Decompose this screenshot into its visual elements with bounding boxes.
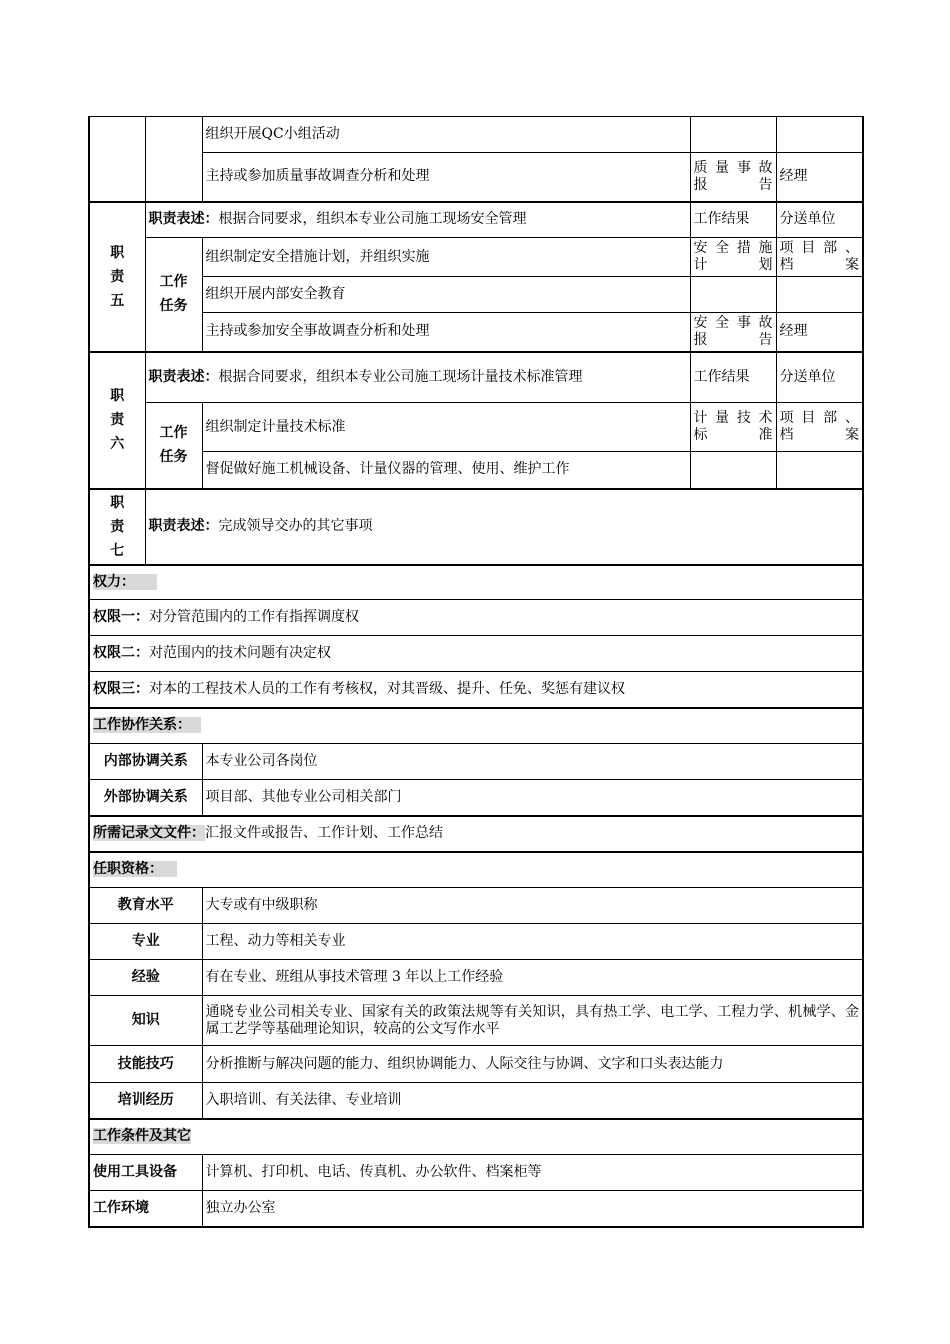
cooperation-label: 外部协调关系 [89, 780, 202, 816]
task-label-cell [145, 117, 202, 202]
task-result: 安 全 措 施 计划 [690, 238, 776, 277]
duty-label-cell [89, 117, 145, 202]
duties-table [88, 116, 864, 565]
table-row [89, 1155, 863, 1191]
job-description-sheet [88, 116, 862, 1228]
table-row [89, 452, 863, 489]
duty5-task-label [145, 238, 202, 352]
power-item [89, 600, 863, 636]
cooperation-value: 本专业公司各岗位 [202, 744, 863, 780]
power-item-text: 对本的工程技术人员的工作有考核权，对其晋级、提升、任免、奖惩有建议权 [149, 680, 625, 697]
task-send [776, 452, 863, 489]
task-result [690, 277, 776, 313]
records-cell [89, 816, 863, 852]
table-row [89, 816, 863, 852]
task-send: 项 目 部 、 档案 [776, 238, 863, 277]
table-row [89, 672, 863, 708]
table-row [89, 352, 863, 403]
table-row [89, 636, 863, 672]
conditions-title-cell [89, 1119, 863, 1155]
cooperation-value: 项目部、其他专业公司相关部门 [202, 780, 863, 816]
desc-label: 职责表述： [148, 368, 219, 385]
duty7-label-text: 职 责 七 [110, 494, 125, 559]
qualification-value: 有在专业、班组从事技术管理 3 年以上工作经验 [202, 960, 863, 996]
desc-text: 根据合同要求，组织本专业公司施工现场计量技术标准管理 [218, 368, 583, 385]
table-row [89, 313, 863, 352]
table-row [89, 744, 863, 780]
power-item [89, 672, 863, 708]
task-text: 督促做好施工机械设备、计量仪器的管理、使用、维护工作 [202, 452, 690, 489]
task-result: 质 量 事 故 报告 [690, 153, 776, 202]
table-row [89, 996, 863, 1046]
table-row [89, 924, 863, 960]
cooperation-title-cell [89, 708, 863, 744]
table-row [89, 600, 863, 636]
power-item [89, 636, 863, 672]
duty7-label [89, 489, 145, 565]
qualification-value: 入职培训、有关法律、专业培训 [202, 1083, 863, 1119]
qualification-title-cell [89, 852, 863, 888]
qualification-label: 培训经历 [89, 1083, 202, 1119]
task-send: 经理 [776, 153, 863, 202]
task-text: 主持或参加质量事故调查分析和处理 [202, 153, 690, 202]
desc-label: 职责表述： [148, 518, 219, 534]
task-result: 计 量 技 术 标准 [690, 403, 776, 452]
conditions-value: 独立办公室 [202, 1191, 863, 1227]
table-row [89, 780, 863, 816]
qualification-value: 工程、动力等相关专业 [202, 924, 863, 960]
table-row [89, 960, 863, 996]
qualification-label: 经验 [89, 960, 202, 996]
task-text: 主持或参加安全事故调查分析和处理 [202, 313, 690, 352]
task-send: 经理 [776, 313, 863, 352]
task-text: 组织制定安全措施计划，并组织实施 [202, 238, 690, 277]
table-row [89, 238, 863, 277]
qualification-label: 技能技巧 [89, 1046, 202, 1083]
duty6-label-text: 职 责 六 [110, 388, 125, 452]
qualification-value: 大专或有中级职称 [202, 888, 863, 924]
desc-label: 职责表述： [148, 211, 219, 228]
info-table [88, 564, 864, 1228]
task-result [690, 117, 776, 153]
col-send-header: 分送单位 [776, 202, 863, 238]
qualification-label: 专业 [89, 924, 202, 960]
table-row [89, 1191, 863, 1227]
task-text: 组织开展内部安全教育 [202, 277, 690, 313]
power-item-text: 对范围内的技术问题有决定权 [149, 645, 331, 661]
task-send [776, 277, 863, 313]
table-row [89, 202, 863, 238]
table-row [89, 565, 863, 600]
conditions-label: 工作环境 [89, 1191, 202, 1227]
duty6-description [145, 352, 690, 403]
power-title-cell [89, 565, 863, 600]
conditions-title: 工作条件及其它 [93, 1128, 191, 1145]
task-send [776, 117, 863, 153]
power-title: 权力： [93, 574, 157, 590]
task-label-text: 工作 任务 [159, 425, 188, 466]
table-row [89, 277, 863, 313]
power-item-label: 权限一： [93, 609, 149, 625]
task-text: 组织开展QC小组活动 [202, 117, 690, 153]
qualification-label: 教育水平 [89, 888, 202, 924]
power-item-text: 对分管范围内的工作有指挥调度权 [149, 609, 359, 625]
power-item-label: 权限三： [93, 680, 149, 697]
table-row [89, 1083, 863, 1119]
duty5-label-text: 职 责 五 [110, 244, 125, 309]
duty6-task-label [145, 403, 202, 489]
conditions-label: 使用工具设备 [89, 1155, 202, 1191]
desc-text: 根据合同要求，组织本专业公司施工现场安全管理 [218, 211, 527, 228]
table-row [89, 153, 863, 202]
table-row [89, 888, 863, 924]
conditions-value: 计算机、打印机、电话、传真机、办公软件、档案柜等 [202, 1155, 863, 1191]
qualification-title: 任职资格： [93, 861, 177, 877]
duty5-label [89, 202, 145, 352]
desc-text: 完成领导交办的其它事项 [218, 518, 373, 534]
task-label-text: 工作 任务 [159, 274, 188, 315]
table-row [89, 1119, 863, 1155]
cooperation-label: 内部协调关系 [89, 744, 202, 780]
duty6-label [89, 352, 145, 489]
duty7-description [145, 489, 863, 565]
power-item-label: 权限二： [93, 645, 149, 661]
task-text: 组织制定计量技术标准 [202, 403, 690, 452]
table-row [89, 852, 863, 888]
table-row [89, 403, 863, 452]
records-text: 汇报文件或报告、工作计划、工作总结 [205, 825, 443, 841]
col-result-header: 工作结果 [690, 202, 776, 238]
qualification-label: 知识 [89, 996, 202, 1046]
records-label: 所需记录文文件： [93, 825, 205, 841]
task-result [690, 452, 776, 489]
col-send-header: 分送单位 [776, 352, 863, 403]
table-row [89, 1046, 863, 1083]
task-result: 安 全 事 故 报告 [690, 313, 776, 352]
duty5-description [145, 202, 690, 238]
qualification-value: 分析推断与解决问题的能力、组织协调能力、人际交往与协调、文字和口头表达能力 [202, 1046, 863, 1083]
table-row [89, 489, 863, 565]
task-send: 项 目 部 、 档案 [776, 403, 863, 452]
col-result-header: 工作结果 [690, 352, 776, 403]
cooperation-title: 工作协作关系： [93, 717, 201, 733]
table-row [89, 708, 863, 744]
table-row [89, 117, 863, 153]
qualification-value: 通晓专业公司相关专业、国家有关的政策法规等有关知识，具有热工学、电工学、工程力学、机械学、金属工艺学等基础理论知识，较高的公文写作水平 [202, 996, 863, 1046]
